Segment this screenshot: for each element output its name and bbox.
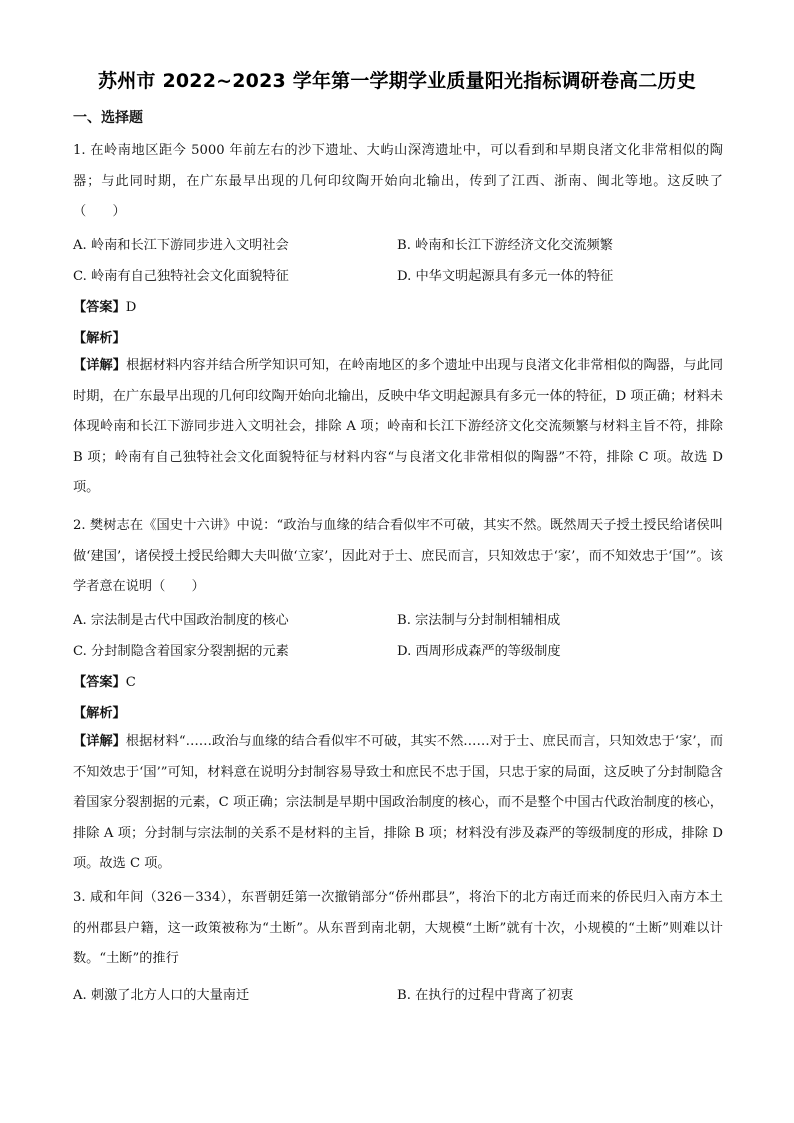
answer-value: D: [125, 300, 137, 315]
question-2-option-c: C. 分封制隐含着国家分裂割据的元素: [73, 644, 289, 659]
question-1-option-a: A. 岭南和长江下游同步进入文明社会: [73, 238, 289, 253]
detail-tag: 【详解】: [73, 734, 126, 749]
answer-tag: 【答案】: [73, 300, 126, 315]
question-2-analysis-tag: 【解析】: [73, 706, 126, 721]
document-title: 苏州市 2022~2023 学年第一学期学业质量阳光指标调研卷高二历史: [98, 70, 696, 92]
answer-value: C: [125, 675, 136, 690]
detail-tag: 【详解】: [73, 358, 127, 373]
question-3-option-a: A. 刺激了北方人口的大量南迁: [73, 988, 250, 1003]
answer-tag: 【答案】: [73, 675, 126, 690]
detail-text: 根据材料“……政治与血缘的结合看似牢不可破，其实不然……对于士、庶民而言，只知效忠于‘家’，而不知效忠于‘国’”可知，材料意在说明分封制容易导致士和庶民不忠于国，只忠于家的局面，这反映了分封制隐含着国家分裂割据的元素，C 项正确；宗法制是早期中国政治制度的核心，而不是整个中国古代政治制度的核心，排除 A 项；分封制与宗法制的关系不是材料的主旨，排除 B 项；材料没有涉及森严的等级制度的形成，排除 D 项。故选 C 项。: [73, 734, 724, 871]
question-1-option-c: C. 岭南有自己独特社会文化面貌特征: [73, 269, 289, 284]
question-1-option-b: B. 岭南和长江下游经济文化交流频繁: [397, 238, 613, 253]
question-2-option-a: A. 宗法制是古代中国政治制度的核心: [73, 613, 289, 628]
question-1-stem: 1. 在岭南地区距今 5000 年前左右的沙下遗址、大屿山深湾遗址中，可以看到和早期良渚文化非常相似的陶器；与此同时期，在广东最早出现的几何印纹陶开始向北输出，传到了江西、浙南、闽北等地。这反映了（ ）: [73, 143, 723, 219]
question-2-stem: 2. 樊树志在《国史十六讲》中说：“政治与血缘的结合看似牢不可破，其实不然。既然周天子授土授民给诸侯叫做‘建国’，诸侯授土授民给卿大夫叫做‘立家’，因此对于士、庶民而言，只知效忠于‘家’，而不知效忠于‘国’”。该学者意在说明（ ）: [73, 518, 723, 594]
question-2-option-b: B. 宗法制与分封制相辅相成: [397, 613, 561, 628]
section-heading: 一、选择题: [73, 110, 143, 126]
question-3-option-b: B. 在执行的过程中背离了初衷: [397, 988, 574, 1003]
question-1-option-d: D. 中华文明起源具有多元一体的特征: [397, 269, 614, 284]
question-1-detail: [73, 351, 723, 504]
question-2-answer: [73, 671, 136, 690]
question-1-answer: [73, 296, 136, 315]
question-2-detail: [73, 727, 723, 880]
detail-text: 根据材料内容并结合所学知识可知，在岭南地区的多个遗址中出现与良渚文化非常相似的陶器，与此同时期，在广东最早出现的几何印纹陶开始向北输出，反映中华文明起源具有多元一体的特征，D 项正确；材料未体现岭南和长江下游同步进入文明社会，排除 A 项；岭南和长江下游经济文化交流频繁与材料主旨不符，排除 B 项；岭南有自己独特社会文化面貌特征与材料内容“与良渚文化非常相似的陶器”不符，排除 C 项。故选 D 项。: [73, 358, 724, 495]
question-2-option-d: D. 西周形成森严的等级制度: [397, 644, 561, 659]
question-1-analysis-tag: 【解析】: [73, 331, 126, 346]
question-3-stem: 3. 咸和年间（326－334），东晋朝廷第一次撤销部分“侨州郡县”，将治下的北方南迁而来的侨民归入南方本土的州郡县户籍，这一政策被称为“土断”。从东晋到南北朝，大规模“土断”就有十次，小规模的“土断”则难以计数。“土断”的推行: [73, 890, 723, 966]
